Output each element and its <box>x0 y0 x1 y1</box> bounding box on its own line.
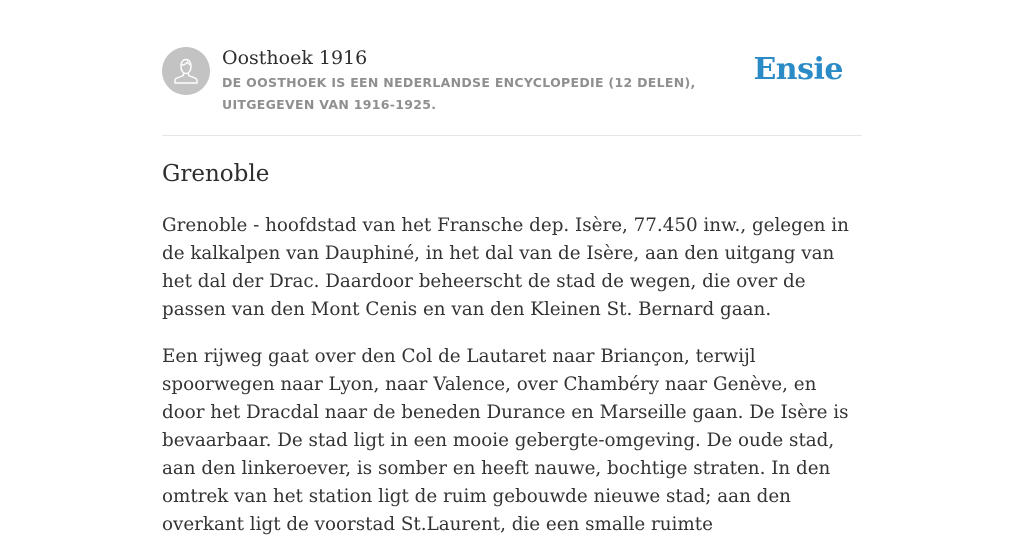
source-avatar[interactable] <box>162 47 210 95</box>
article-paragraph: Een rijweg gaat over den Col de Lautaret naar Briançon, terwijl spoorwegen naar Lyon, naar Valence, over Chambéry naar Genève, en door het Dracdal naar de beneden Durance en Marseille gaan. De Isère is bevaarbaar. De stad ligt in een mooie gebergte-omgeving. De oude stad, aan den linkeroever, is somber en heeft nauwe, bochtige straten. In den omtrek van het station ligt de ruim gebouwde nieuwe stad; aan den overkant ligt de voorstad St.Laurent, die een smalle ruimte <box>162 346 849 535</box>
ensie-logo-link[interactable]: Ensie <box>753 52 843 87</box>
source-header <box>162 46 862 136</box>
article-paragraph: Grenoble - hoofdstad van het Fransche dep. Isère, 77.450 inw., gelegen in de kalkalpen van Dauphiné, in het dal van de Isère, aan den uitgang van het dal der Drac. Daardoor beheerscht de stad de wegen, die over de passen van den Mont Cenis en van den Kleinen St. Bernard gaan. <box>162 215 849 320</box>
source-title[interactable]: Oosthoek 1916 <box>222 47 368 69</box>
article-body <box>162 212 862 558</box>
user-icon <box>162 47 210 95</box>
source-description: DE OOSTHOEK IS EEN NEDERLANDSE ENCYCLOPEDIE (12 DELEN), UITGEGEVEN VAN 1916-1925. <box>222 75 696 112</box>
article-title: Grenoble <box>162 161 270 187</box>
header-divider <box>162 135 862 136</box>
